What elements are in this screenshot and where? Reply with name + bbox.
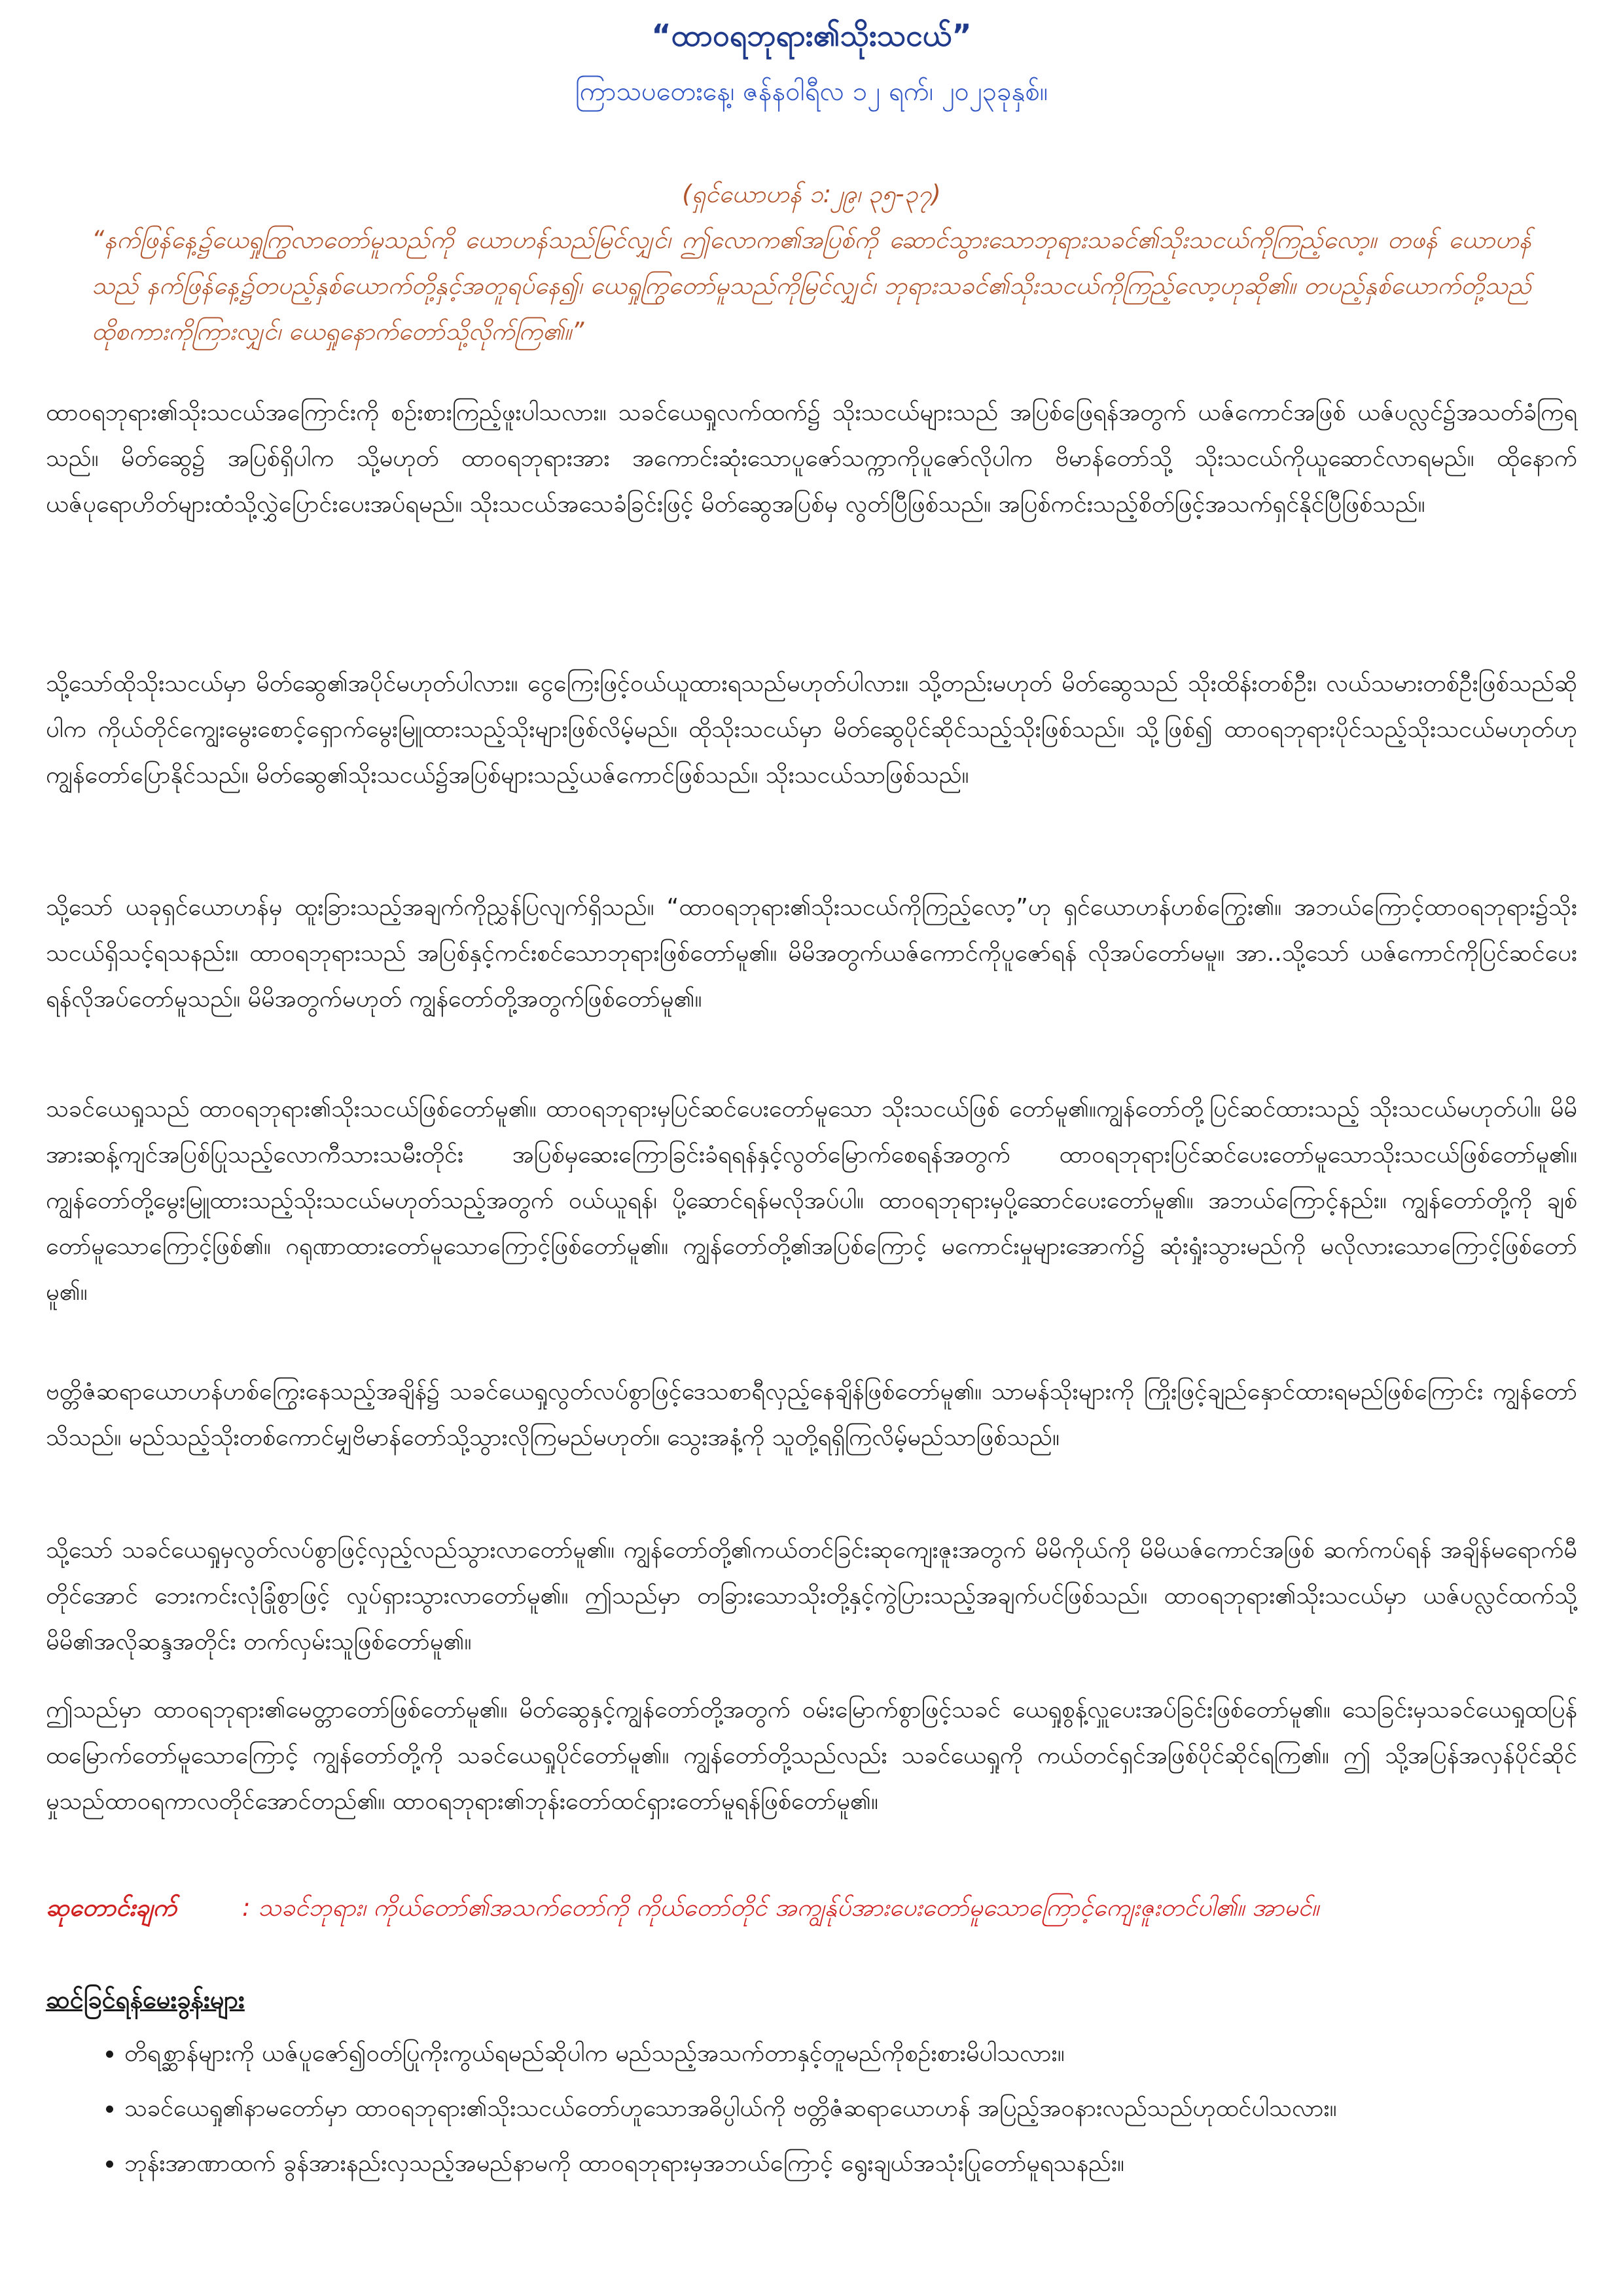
question-item: • ဘုန်းအာဏာထက် ခွန်အားနည်းလှသည့်အမည်နာမကို ထာ၀ရဘုရားမှအဘယ်ကြောင့် ရွေးချယ်အသုံးပြုတော်မူရသနည်း။ — [124, 2136, 1577, 2191]
paragraph-5: ဗတ္တိဇံဆရာယောဟန်ဟစ်ကြွေးနေသည့်အချိန်၌ သခင်ယေရှုလွတ်လပ်စွာဖြင့်ဒေသစာရီလှည့်နေချိန်ဖြစ်တော်မူ၏။ သာမန်သိုးများကို ကြိုးဖြင့်ချည်နှောင်ထားရမည်ဖြစ်ကြောင်း ကျွန်တော်သိသည်။ မည်သည့်သိုးတစ်ကောင်မျှဗိမာန်တော်သို့သွားလိုကြမည်မဟုတ်။ သွေးအနံ့ကို သူတို့ရရှိကြလိမ့်မည်သာဖြစ်သည်။ — [46, 1378, 1577, 1451]
questions-heading: ဆင်ခြင်ရန်မေးခွန်းများ — [46, 1985, 245, 2014]
prayer-block — [46, 1885, 1577, 1931]
page-date: ကြာသပတေးနေ့၊ ဇန်နဝါရီလ ၁၂ ရက်၊ ၂၀၂၃ခုနှစ်။ — [575, 77, 1048, 107]
paragraph-3: သို့သော် ယခုရှင်ယောဟန်မှ ထူးခြားသည့်အချက်ကိုညွှန်ပြလျက်ရှိသည်။ “ထာ၀ရဘုရား၏သိုးသငယ်ကိုကြည့်လော့”ဟု ရှင်ယောဟန်ဟစ်ကြွေး၏။ အဘယ်ကြောင့်ထာ၀ရဘုရား၌သိုးသငယ်ရှိသင့်ရသနည်း။ ထာ၀ရဘုရားသည် အပြစ်နှင့်ကင်းစင်သောဘုရားဖြစ်တော်မူ၏။ မိမိအတွက်ယဇ်ကောင်ကိုပူဇော်ရန် လိုအပ်တော်မမူ။ အာ..သို့သော် ယဇ်ကောင်ကိုပြင်ဆင်ပေးရန်လိုအပ်တော်မူသည်။ မိမိအတွက်မဟုတ် ကျွန်တော်တို့အတွက်ဖြစ်တော်မူ၏။ — [46, 894, 1577, 1013]
question-item: • တိရစ္ဆာန်များကို ယဇ်ပူဇော်၍ဝတ်ပြုကိုးကွယ်ရမည်ဆိုပါက မည်သည့်အသက်တာနှင့်တူမည်ကိုစဉ်းစားမိပါသလား။ — [124, 2026, 1577, 2081]
prayer-label: ဆုတောင်းချက် — [46, 1893, 177, 1922]
page-title: “ထာ၀ရဘုရား၏သိုးသငယ်” — [651, 18, 972, 53]
paragraph-4: သခင်ယေရှုသည် ထာ၀ရဘုရား၏သိုးသငယ်ဖြစ်တော်မူ၏။ ထာ၀ရဘုရားမှပြင်ဆင်ပေးတော်မူသော သိုးသငယ်ဖြစ် တော်မူ၏။ကျွန်တော်တို့ပြင်ဆင်ထားသည့် သိုးသငယ်မဟုတ်ပါ။ မိမိအားဆန့်ကျင်အပြစ်ပြုသည့်လောကီသားသမီးတိုင်း အပြစ်မှဆေးကြောခြင်းခံရရန်နှင့်လွတ်မြောက်စေရန်အတွက် ထာ၀ရဘုရားပြင်ဆင်ပေးတော်မူသောသိုးသငယ်ဖြစ်တော်မူ၏။ ကျွန်တော်တို့မွေးမြူထားသည့်သိုးသငယ်မဟုတ်သည့်အတွက် ဝယ်ယူရန်၊ ပို့ဆောင်ရန်မလိုအပ်ပါ။ ထာ၀ရဘုရားမှပို့ဆောင်ပေးတော်မူ၏။ အဘယ်ကြောင့်နည်း။ ကျွန်တော်တို့ကို ချစ်တော်မူသောကြောင့်ဖြစ်၏။ ဂရုဏာထားတော်မူသောကြောင့်ဖြစ်တော်မူ၏။ ကျွန်တော်တို့၏အပြစ်ကြောင့် မကောင်းမှုများအောက်၌ ဆုံးရှုံးသွားမည်ကို မလိုလားသောကြောင့်ဖြစ်တော်မူ၏။ — [46, 1096, 1577, 1306]
reflection-questions — [46, 1977, 1577, 2191]
question-item: • သခင်ယေရှု၏နာမတော်မှာ ထာ၀ရဘုရား၏သိုးသငယ်တော်ဟူသောအဓိပ္ပါယ်ကို ဗတ္တိဇံဆရာယောဟန် အပြည့်အ၀နားလည်သည်ဟုထင်ပါသလား။ — [124, 2081, 1577, 2136]
prayer-text: : သခင်ဘုရား၊ ကိုယ်တော်၏အသက်တော်ကို ကိုယ်တော်တိုင် အကျွန်ုပ်အားပေးတော်မူသောကြောင့်ကျေးဇူးတင်ပါ၏။ အာမင်။ — [242, 1893, 1319, 1922]
paragraph-1: ထာ၀ရဘုရား၏သိုးသငယ်အကြောင်းကို စဉ်းစားကြည့်ဖူးပါသလား။ သခင်ယေရှုလက်ထက်၌ သိုးသငယ်များသည် အပြစ်ဖြေရန်အတွက် ယဇ်ကောင်အဖြစ် ယဇ်ပလ္လင်၌အသတ်ခံကြရသည်။ မိတ်ဆွေ၌ အပြစ်ရှိပါက သို့မဟုတ် ထာ၀ရဘုရားအား အကောင်းဆုံးသောပူဇော်သက္ကာကိုပူဇော်လိုပါက ဗိမာန်တော်သို့ သိုးသငယ်ကိုယူဆောင်လာရမည်။ ထိုနောက်ယဇ်ပုရောဟိတ်များထံသို့လွှဲပြောင်းပေးအပ်ရမည်။ သိုးသငယ်အသေခံခြင်းဖြင့် မိတ်ဆွေအပြစ်မှ လွတ်ပြီဖြစ်သည်။ အပြစ်ကင်းသည့်စိတ်ဖြင့်အသက်ရှင်နိုင်ပြီဖြစ်သည်။ — [46, 399, 1577, 518]
scripture-reference: (ရှင်ယောဟန် ၁:၂၉၊ ၃၅-၃၇) — [682, 180, 941, 208]
paragraph-6: သို့သော် သခင်ယေရှုမှလွတ်လပ်စွာဖြင့်လှည့်လည်သွားလာတော်မူ၏။ ကျွန်တော်တို့၏ကယ်တင်ခြင်းဆုကျေးဇူးအတွက် မိမိကိုယ်ကို မိမိယဇ်ကောင်အဖြစ် ဆက်ကပ်ရန် အချိန်မရောက်မီတိုင်အောင် ဘေးကင်းလုံခြုံစွာဖြင့် လှုပ်ရှားသွားလာတော်မူ၏။ ဤသည်မှာ တခြားသောသိုးတို့နှင့်ကွဲပြားသည့်အချက်ပင်ဖြစ်သည်။ ထာ၀ရဘုရား၏သိုးသငယ်မှာ ယဇ်ပလ္လင်ထက်သို့ မိမိ၏အလိုဆန္ဒအတိုင်း တက်လှမ်းသူဖြစ်တော်မူ၏။ — [46, 1537, 1577, 1655]
questions-list — [46, 2026, 1577, 2191]
paragraph-2: သို့သော်ထိုသိုးသငယ်မှာ မိတ်ဆွေ၏အပိုင်မဟုတ်ပါလား။ ငွေကြေးဖြင့်ဝယ်ယူထားရသည်မဟုတ်ပါလား။ သို့တည်းမဟုတ် မိတ်ဆွေသည် သိုးထိန်းတစ်ဦး၊ လယ်သမားတစ်ဦးဖြစ်သည်ဆိုပါက ကိုယ်တိုင်ကျွေးမွေးစောင့်ရှောက်မွေးမြူထားသည့်သိုးများဖြစ်လိမ့်မည်။ ထိုသိုးသငယ်မှာ မိတ်ဆွေပိုင်ဆိုင်သည့်သိုးဖြစ်သည်။ သို့ဖြစ်၍ ထာ၀ရဘုရားပိုင်သည့်သိုးသငယ်မဟုတ်ဟု ကျွန်တော်ပြောနိုင်သည်။ မိတ်ဆွေ၏သိုးသငယ်၌အပြစ်များသည့်ယဇ်ကောင်ဖြစ်သည်။ သိုးသငယ်သာဖြစ်သည်။ — [46, 670, 1577, 789]
paragraph-7: ဤသည်မှာ ထာ၀ရဘုရား၏မေတ္တာတော်ဖြစ်တော်မူ၏။ မိတ်ဆွေနှင့်ကျွန်တော်တို့အတွက် ဝမ်းမြောက်စွာဖြင့်သခင် ယေရှုစွန့်လှူပေးအပ်ခြင်းဖြစ်တော်မူ၏။ သေခြင်းမှသခင်ယေရှုထပြန်ထမြောက်တော်မူသောကြောင့် ကျွန်တော်တို့ကို သခင်ယေရှုပိုင်တော်မူ၏။ ကျွန်တော်တို့သည်လည်း သခင်ယေရှုကို ကယ်တင်ရှင်အဖြစ်ပိုင်ဆိုင်ရကြ၏။ ဤ သို့အပြန်အလှန်ပိုင်ဆိုင်မှုသည်ထာ၀ရကာလတိုင်အောင်တည်၏။ ထာ၀ရဘုရား၏ဘုန်းတော်ထင်ရှားတော်မူရန်ဖြစ်တော်မူ၏။ — [46, 1696, 1577, 1815]
scripture-text: “နက်ဖြန်နေ့၌ယေရှုကြွလာတော်မူသည်ကို ယောဟန်သည်မြင်လျှင်၊ ဤလောက၏အပြစ်ကို ဆောင်သွားသောဘုရားသခင်၏သိုးသငယ်ကိုကြည့်လော့။ တဖန် ယောဟန်သည် နက်ဖြန်နေ့၌တပည့်နှစ်ယောက်တို့နှင့်အတူရပ်နေ၍၊ ယေရှုကြွတော်မူသည်ကိုမြင်လျှင်၊ ဘုရားသခင်၏သိုးသငယ်ကိုကြည့်လော့ဟုဆို၏။ တပည့်နှစ်ယောက်တို့သည် ထိုစကားကိုကြားလျှင်၊ ယေရှုနောက်တော်သို့လိုက်ကြ၏။” — [92, 226, 1531, 346]
scripture-block — [92, 171, 1531, 355]
